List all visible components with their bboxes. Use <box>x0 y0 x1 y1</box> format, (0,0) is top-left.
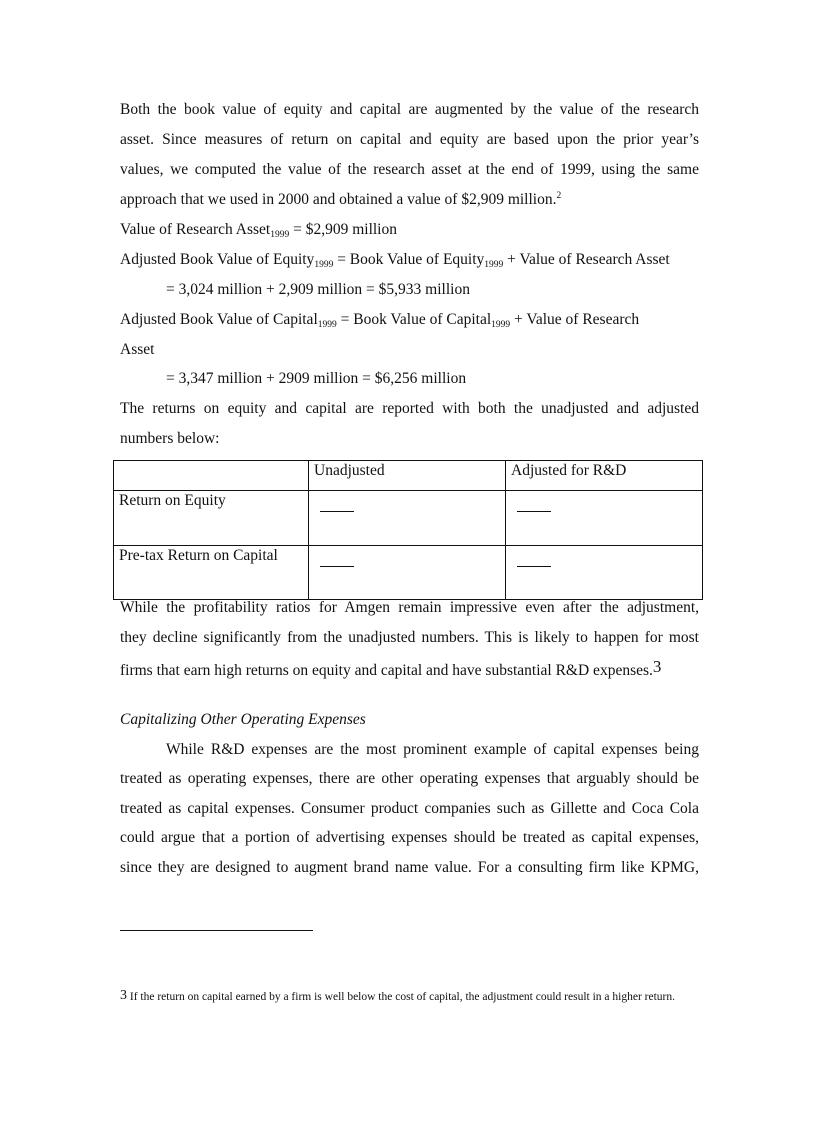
table-row-return-on-equity <box>114 491 703 546</box>
table-cell-blank <box>309 491 506 546</box>
footnote-mark: 3 <box>120 988 127 1003</box>
equation-2-subscript-2: 1999 <box>484 260 504 270</box>
equation-1-rest: = $2,909 million <box>289 221 397 238</box>
table-header-unadjusted: Unadjusted <box>309 461 506 491</box>
blank-line <box>517 566 551 567</box>
table-row-label: Pre-tax Return on Capital <box>114 546 309 600</box>
equation-1-subscript: 1999 <box>270 230 290 240</box>
equation-3-middle: = Book Value of Capital <box>336 311 492 328</box>
table-header-row <box>114 461 703 491</box>
equation-2-middle: = Book Value of Equity <box>333 251 485 268</box>
paragraph-1-line-4 <box>120 191 561 209</box>
table-cell-blank <box>506 546 703 600</box>
table-header-adjusted: Adjusted for R&D <box>506 461 703 491</box>
equation-2-rest: + Value of Research Asset <box>503 251 670 268</box>
table-cell-blank <box>506 491 703 546</box>
equation-adjusted-equity <box>120 251 670 269</box>
equation-2-subscript-1: 1999 <box>314 260 334 270</box>
footnote-3 <box>120 988 699 1005</box>
footnote-ref-2: 2 <box>556 191 562 201</box>
equation-3-rest: + Value of Research <box>510 311 640 328</box>
paragraph-4-line-2: treated as operating expenses, there are other operating expenses that arguably should be <box>120 770 699 787</box>
section-heading: Capitalizing Other Operating Expenses <box>120 711 366 728</box>
paragraph-3-line-3-text: firms that earn high returns on equity and capital and have substantial R&D expenses. <box>120 662 653 679</box>
paragraph-3-line-1: While the profitability ratios for Amgen remain impressive even after the adjustment, <box>120 599 699 616</box>
paragraph-2-line-1: The returns on equity and capital are reported with both the unadjusted and adjusted <box>120 400 699 417</box>
footnote-text: If the return on capital earned by a firm is well below the cost of capital, the adjustment could result in a higher return. <box>127 991 675 1003</box>
blank-line <box>320 511 354 512</box>
equation-2-label: Adjusted Book Value of Equity <box>120 251 315 268</box>
blank-line <box>517 511 551 512</box>
paragraph-2-line-2: numbers below: <box>120 430 220 447</box>
table-header-empty <box>114 461 309 491</box>
returns-table <box>113 460 703 600</box>
table-row-return-on-capital <box>114 546 703 600</box>
paragraph-3-line-3 <box>120 657 662 680</box>
table-cell-blank <box>309 546 506 600</box>
equation-research-asset <box>120 221 397 239</box>
equation-2-calculation: = 3,024 million + 2,909 million = $5,933 million <box>166 281 470 298</box>
paragraph-4-line-4: could argue that a portion of advertising expenses should be treated as capital expenses, <box>120 829 699 846</box>
paragraph-1-line-4-text: approach that we used in 2000 and obtained a value of $2,909 million. <box>120 191 557 208</box>
paragraph-4-line-1: While R&D expenses are the most prominent example of capital expenses being <box>166 741 699 758</box>
paragraph-1-line-1: Both the book value of equity and capital are augmented by the value of the research <box>120 101 699 118</box>
paragraph-1-line-2: asset. Since measures of return on capital and equity are based upon the prior year’s <box>120 131 699 148</box>
equation-3-continuation: Asset <box>120 341 155 358</box>
equation-3-subscript-2: 1999 <box>491 320 511 330</box>
paragraph-4-line-5: since they are designed to augment brand name value. For a consulting firm like KPMG, <box>120 859 699 876</box>
blank-line <box>320 566 354 567</box>
paragraph-1-line-3: values, we computed the value of the research asset at the end of 1999, using the same <box>120 161 699 178</box>
equation-3-calculation: = 3,347 million + 2909 million = $6,256 million <box>166 370 467 387</box>
paragraph-4-line-3: treated as capital expenses. Consumer product companies such as Gillette and Coca Cola <box>120 800 699 817</box>
paragraph-3-line-2: they decline significantly from the unadjusted numbers. This is likely to happen for most <box>120 629 699 646</box>
footnote-separator <box>120 930 313 931</box>
equation-1-label: Value of Research Asset <box>120 221 271 238</box>
equation-adjusted-capital <box>120 311 639 329</box>
equation-3-subscript-1: 1999 <box>317 320 337 330</box>
footnote-ref-3: 3 <box>652 657 662 676</box>
equation-3-label: Adjusted Book Value of Capital <box>120 311 318 328</box>
table-row-label: Return on Equity <box>114 491 309 546</box>
